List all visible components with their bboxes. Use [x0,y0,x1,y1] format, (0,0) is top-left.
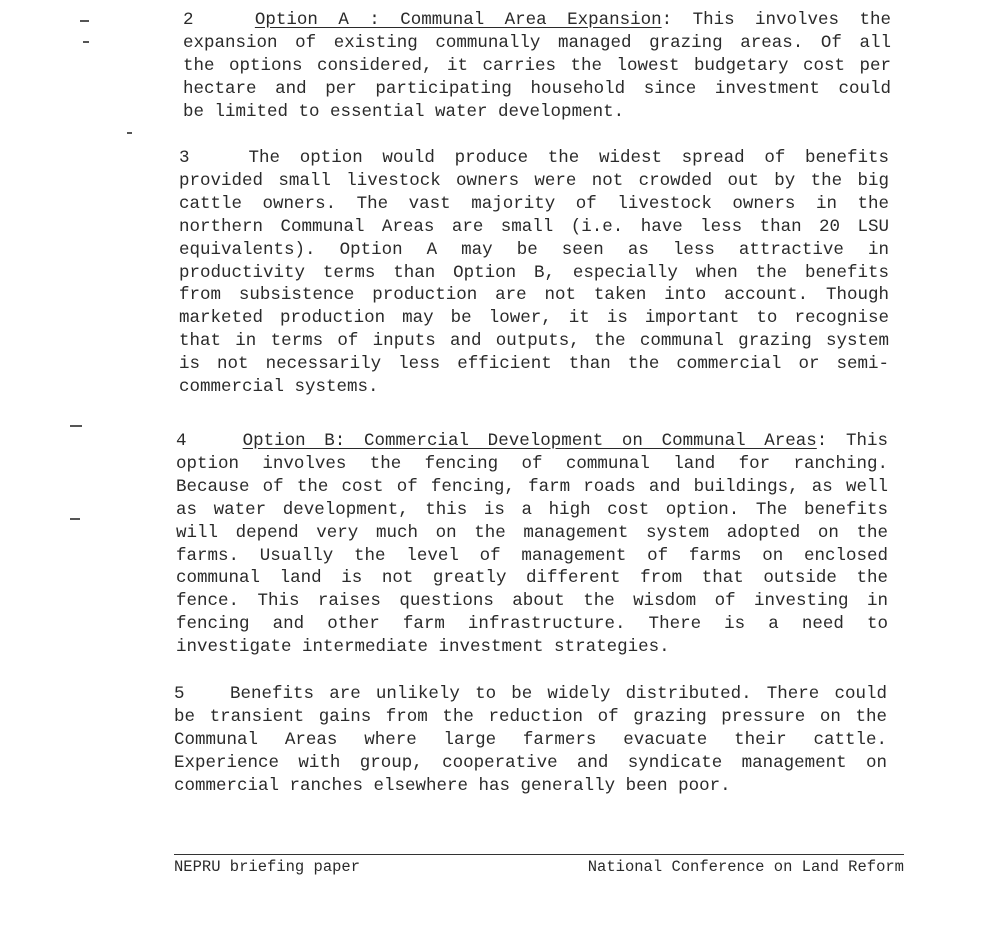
text-line: be transient gains from the reduction of grazing pressure on the [174,706,887,727]
paragraph-option-a [183,9,891,124]
text-line: fence. This raises questions about the wisdom of investing in [176,591,888,612]
paragraph-number: 4 [176,431,187,451]
paragraph-number: 2 [183,10,194,30]
text-line: hectare and per participating household since investment could [183,78,891,99]
text-line: will depend very much on the management system adopted on the [176,522,888,543]
margin-mark [70,425,82,427]
text-line: farms. Usually the level of management of farms on enclosed [176,545,888,566]
text-line: cattle owners. The vast majority of livestock owners in the [179,193,889,214]
footer-rule [174,854,904,855]
text-line: be limited to essential water development. [183,101,625,122]
text-line: as water development, this is a high cost option. The benefits [176,499,888,520]
margin-mark [70,518,80,520]
text-line: equivalents). Option A may be seen as less attractive in [179,239,889,260]
text-line: is not necessarily less efficient than the commercial or semi- [179,354,889,375]
text-line: fencing and other farm infrastructure. There is a need to [176,614,888,635]
text-line: option involves the fencing of communal land for ranching. [176,453,888,474]
text-line: from subsistence production are not taken into account. Though [179,285,889,306]
text-line: communal land is not greatly different from that outside the [176,568,888,589]
text-line: Experience with group, cooperative and syndicate management on [174,752,887,773]
paragraph-option-b [176,430,888,659]
text-line: investigate intermediate investment strategies. [176,637,670,658]
margin-mark [127,132,132,134]
text-line: productivity terms than Option B, especially when the benefits [179,262,889,283]
paragraph-first-line [176,430,888,453]
text-line: Communal Areas where large farmers evacuate their cattle. [174,729,887,750]
text-line: The option would produce the widest spread of benefits [248,148,890,168]
paragraph-number: 3 [179,148,190,168]
section-heading: Option B: Commercial Development on Communal Areas [242,431,817,451]
text-line: the options considered, it carries the lowest budgetary cost per [183,55,891,76]
text-line: expansion of existing communally managed grazing areas. Of all [183,32,891,53]
paragraph-first-line [174,683,887,706]
text-line: commercial ranches elsewhere has generally been poor. [174,775,731,796]
text-line: Benefits are unlikely to be widely distributed. There could [230,684,887,704]
paragraph-first-line [183,9,891,32]
margin-mark [80,20,89,22]
paragraph-5 [174,683,887,798]
text-line: provided small livestock owners were not crowded out by the big [179,170,889,191]
text-line: Because of the cost of fencing, farm roads and buildings, as well [176,476,888,497]
text-line: that in terms of inputs and outputs, the communal grazing system [179,331,889,352]
text-line: commercial systems. [179,377,379,398]
text-line: marketed production may be lower, it is important to recognise [179,308,889,329]
text-line: northern Communal Areas are small (i.e. have less than 20 LSU [179,216,889,237]
paragraph-number: 5 [174,684,185,704]
paragraph-3 [179,147,889,399]
footer-right: National Conference on Land Reform [587,858,904,876]
text-line: : This involves the [661,10,891,30]
margin-mark [83,41,89,43]
footer-left: NEPRU briefing paper [174,858,361,876]
paragraph-first-line [179,147,889,170]
text-line: : This [816,431,888,451]
section-heading: Option A : Communal Area Expansion [254,10,662,30]
